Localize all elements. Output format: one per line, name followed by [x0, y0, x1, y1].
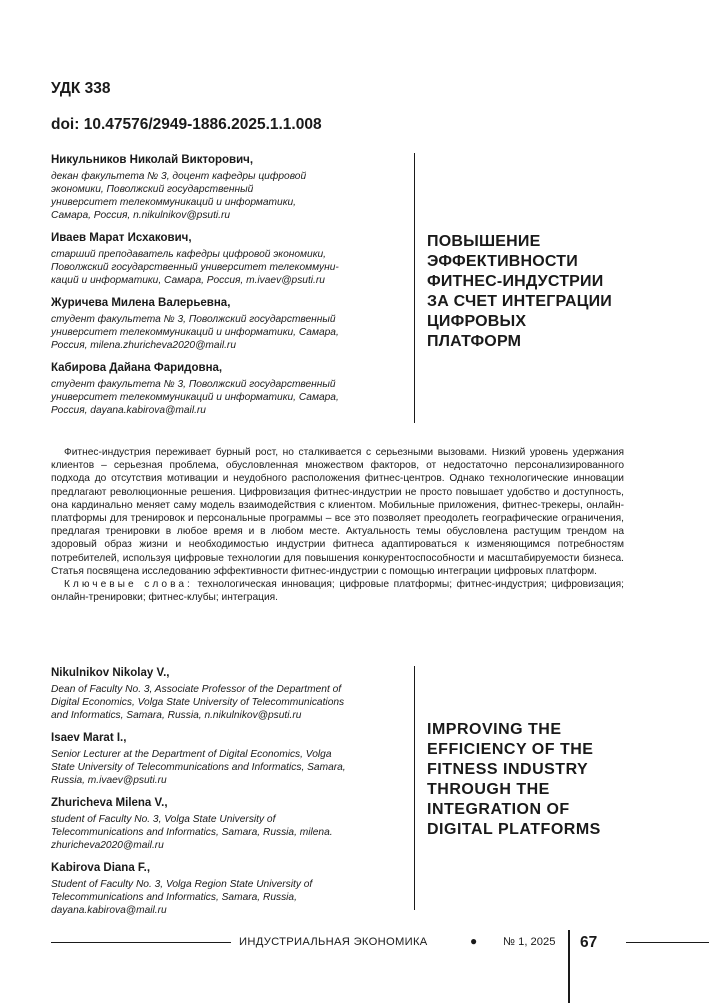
- author-ru: [51, 231, 407, 287]
- authors-ru-block: [51, 153, 407, 426]
- doi-identifier: doi: 10.47576/2949-1886.2025.1.1.008: [51, 116, 322, 133]
- author-name: Isaev Marat I.,: [51, 732, 127, 744]
- column-divider: [414, 666, 415, 910]
- author-en: [51, 796, 407, 852]
- article-title-ru: ПОВЫШЕНИЕ ЭФФЕКТИВНОСТИ ФИТНЕС-ИНДУСТРИИ ЗА СЧЕТ ИНТЕГРАЦИИ ЦИФРОВЫХ ПЛАТФОРМ: [427, 233, 612, 350]
- page-number: 67: [580, 934, 598, 951]
- author-affiliation: студент факультета № 3, Поволжский государственный университет телекоммуникаций и информатики, Самара, Россия, milena.zhuricheva2020@mail.ru: [51, 314, 339, 351]
- author-ru: [51, 153, 407, 222]
- article-title-en: IMPROVING THE EFFICIENCY OF THE FITNESS INDUSTRY THROUGH THE INTEGRATION OF DIGITAL PLATFORMS: [427, 721, 601, 838]
- footer-rule-right: [626, 942, 709, 943]
- author-en: [51, 731, 407, 787]
- author-affiliation: старший преподаватель кафедры цифровой экономики, Поволжский государственный университет телекоммуни- каций и информатики, Самара, Россия, m.ivaev@psuti.ru: [51, 249, 339, 286]
- keywords-line: [51, 578, 624, 604]
- author-name: Никульников Николай Викторович,: [51, 154, 254, 166]
- udk-code: УДК 338: [51, 80, 111, 97]
- issue-number: № 1, 2025: [503, 936, 556, 948]
- author-ru: [51, 361, 407, 417]
- keywords-text: технологическая инновация; цифровые платформы; фитнес-индустрия; цифровизация; онлайн-тренировки; фитнес-клубы; интеграция.: [51, 579, 624, 604]
- author-affiliation: student of Faculty No. 3, Volga State University of Telecommunications and Informatics, Samara, Russia, milena. zhuricheva2020@mail.ru: [51, 814, 333, 851]
- author-affiliation: студент факультета № 3, Поволжский государственный университет телекоммуникаций и информатики, Самара, Россия, dayana.kabirova@mail.ru: [51, 379, 339, 416]
- author-name: Журичева Милена Валерьевна,: [51, 297, 231, 309]
- author-affiliation: Student of Faculty No. 3, Volga Region State University of Telecommunications and Informatics, Samara, Russia, dayana.kabirova@mail.ru: [51, 879, 313, 916]
- footer-divider: [568, 930, 570, 1003]
- journal-name: ИНДУСТРИАЛЬНАЯ ЭКОНОМИКА: [239, 936, 428, 948]
- abstract-text: Фитнес-индустрия переживает бурный рост, но сталкивается с серьезными вызовами. Низкий уровень удержания клиентов – серьезная проблема, обусловленная множеством факторов, от недостаточно персонализированного подхода до отсутствия мотивации и неудобного расположения фитнес-центров. Однако технологические инновации предлагают революционные решения. Цифровизация фитнес-индустрии не просто повышает удобство и доступность, она кардинально меняет саму модель взаимодействия с клиентом. Мобильные приложения, фитнес-трекеры, онлайн-платформы для тренировок и персональные программы – все это позволяет преодолеть географические ограничения, предлагая тренировки в любое время и в любом месте. Актуальность темы обусловлена растущим трендом на здоровый образ жизни и необходимостью индустрии фитнеса адаптироваться к изменяющимся потребностям потребителей, используя цифровые технологии для повышения конкурентоспособности и масштабируемости бизнеса. Статья посвящена исследованию эффективности фитнес-индустрии с помощью интеграции цифровых платформ.: [51, 447, 624, 577]
- author-affiliation: декан факультета № 3, доцент кафедры цифровой экономики, Поволжский государственный университет телекоммуникаций и информатики, Самара, Россия, n.nikulnikov@psuti.ru: [51, 171, 307, 221]
- author-name: Zhuricheva Milena V.,: [51, 797, 168, 809]
- author-ru: [51, 296, 407, 352]
- keywords-label: Ключевые слова:: [64, 579, 193, 591]
- author-name: Kabirova Diana F.,: [51, 862, 151, 874]
- author-affiliation: Dean of Faculty No. 3, Associate Professor of the Department of Digital Economics, Volga State University of Telecommunications and Informatics, Samara, Russia, n.nikulnikov@psuti.ru: [51, 684, 345, 721]
- footer-bullet: ●: [470, 934, 478, 948]
- abstract: [51, 446, 624, 604]
- author-name: Nikulnikov Nikolay V.,: [51, 667, 170, 679]
- authors-en-block: [51, 666, 407, 926]
- author-en: [51, 861, 407, 917]
- author-affiliation: Senior Lecturer at the Department of Digital Economics, Volga State University of Telecommunications and Informatics, Samara, Russia, m.ivaev@psuti.ru: [51, 749, 346, 786]
- author-name: Иваев Марат Исхакович,: [51, 232, 192, 244]
- footer-rule-left: [51, 942, 231, 943]
- author-name: Кабирова Дайана Фаридовна,: [51, 362, 223, 374]
- column-divider: [414, 153, 415, 423]
- author-en: [51, 666, 407, 722]
